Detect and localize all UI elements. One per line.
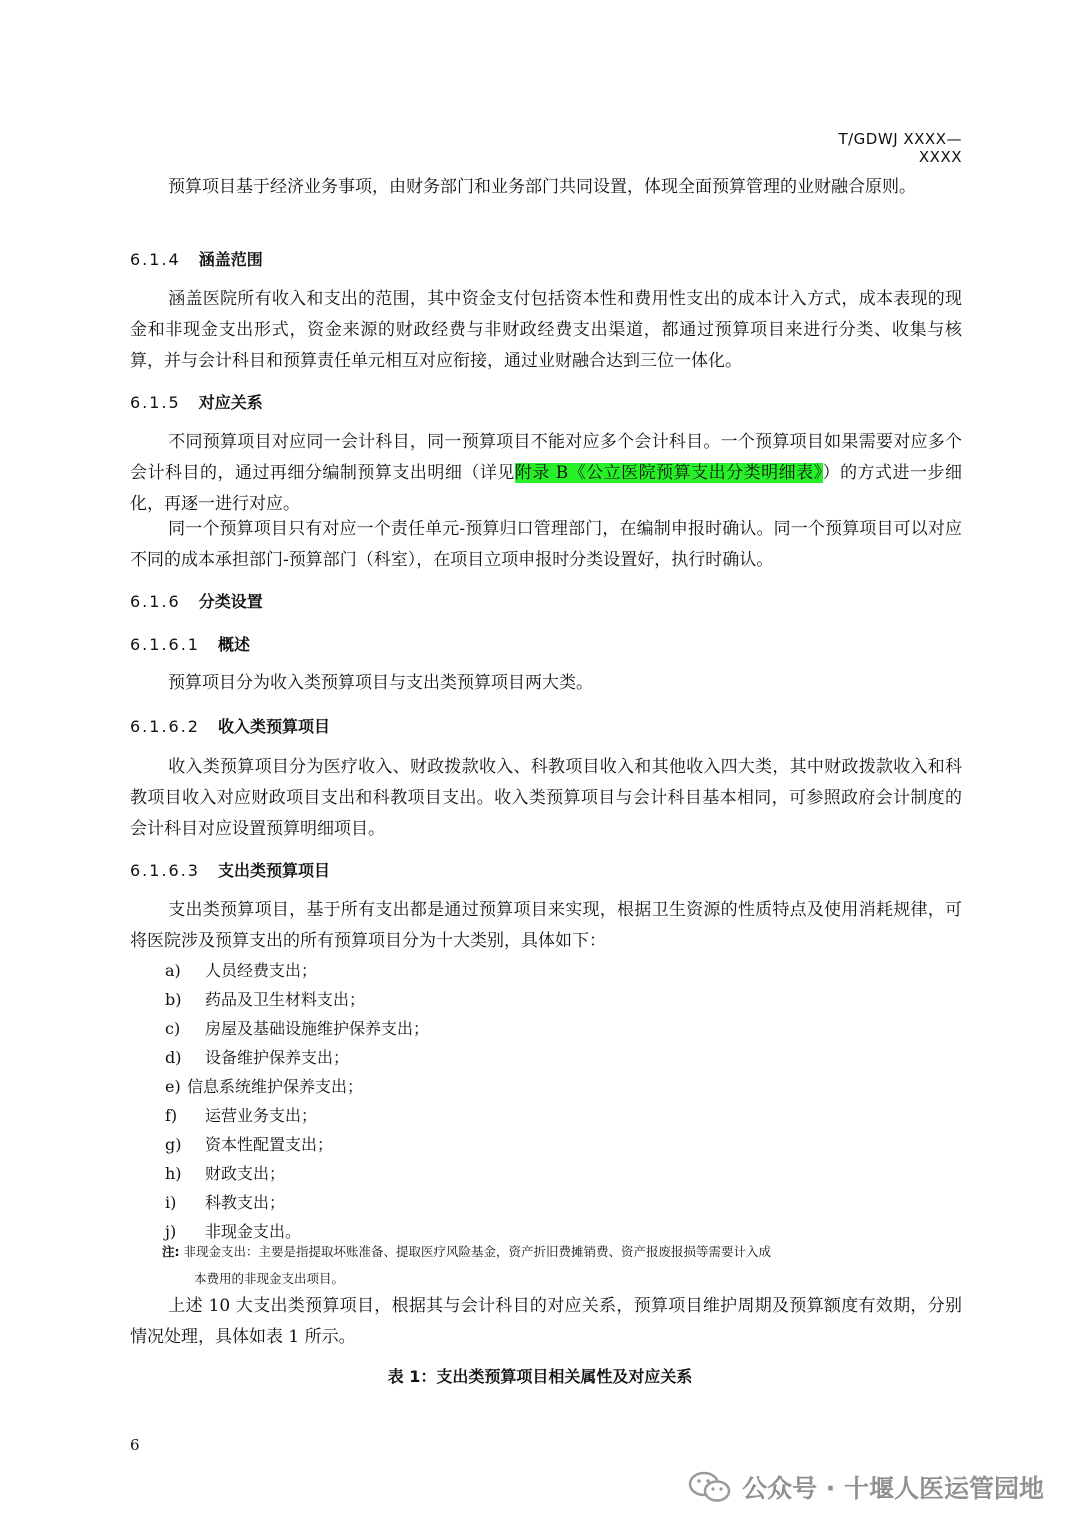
- section-title: 分类设置: [198, 592, 263, 611]
- page-number: 6: [130, 1436, 140, 1454]
- section-number: 6.1.6.2: [130, 717, 200, 736]
- paragraph-text: 预算项目分为收入类预算项目与支出类预算项目两大类。: [168, 673, 593, 693]
- paragraph-text: 支出类预算项目，基于所有支出都是通过预算项目来实现，根据卫生资源的性质特点及使用消耗规律，可将医院涉及预算支出的所有预算项目分为十大类别，具体如下：: [130, 900, 962, 951]
- list-marker: h): [165, 1164, 182, 1183]
- intro-paragraph: [130, 172, 962, 203]
- appendix-b-link[interactable]: 附录 B《公立医院预算支出分类明细表》: [514, 463, 823, 483]
- note-line-2: 本费用的非现金支出项目。: [194, 1271, 345, 1286]
- section-6-1-5-paragraph-2: [130, 514, 962, 576]
- note-label: 注:: [162, 1244, 180, 1259]
- section-6-1-6-1-paragraph: [130, 668, 962, 699]
- table-caption: 表 1：支出类预算项目相关属性及对应关系: [387, 1367, 693, 1386]
- section-number: 6.1.6.1: [130, 635, 200, 654]
- section-6-1-6-2-paragraph: [130, 752, 962, 845]
- list-item: [165, 1101, 429, 1130]
- section-6-1-6-2-heading: [130, 714, 330, 737]
- note-text: 非现金支出：主要是指提取坏账准备、提取医疗风险基金，资产折旧费摊销费、资产报废报损等需要计入成: [183, 1244, 771, 1259]
- list-item: [165, 985, 429, 1014]
- note-line-1: [162, 1238, 962, 1265]
- watermark-text: 公众号 · 十堰人医运管园地: [742, 1474, 1044, 1503]
- section-6-1-6-heading: [130, 589, 263, 612]
- list-item-text: 房屋及基础设施维护保养支出；: [205, 1019, 430, 1038]
- section-6-1-6-1-heading: [130, 632, 250, 655]
- section-6-1-5-heading: [130, 390, 263, 413]
- section-6-1-4-heading: [130, 247, 263, 270]
- expense-category-list: [165, 956, 429, 1246]
- list-item-text: 人员经费支出；: [205, 961, 318, 980]
- list-item: [165, 1159, 429, 1188]
- section-6-1-5-paragraph-1: [130, 427, 962, 520]
- list-item: [165, 1014, 429, 1043]
- section-6-1-6-3-heading: [130, 858, 330, 881]
- section-6-1-4-paragraph: [130, 284, 962, 377]
- list-marker: e): [165, 1077, 181, 1096]
- intro-text: 预算项目基于经济业务事项，由财务部门和业务部门共同设置，体现全面预算管理的业财融合原则。: [168, 177, 916, 197]
- section-title: 收入类预算项目: [217, 717, 330, 736]
- list-item-text: 非现金支出。: [205, 1222, 302, 1241]
- section-number: 6.1.6: [130, 592, 181, 611]
- section-title: 概述: [217, 635, 250, 654]
- section-number: 6.1.4: [130, 250, 181, 269]
- watermark: [688, 1467, 1044, 1507]
- list-item-text: 设备维护保养支出；: [205, 1048, 350, 1067]
- list-marker: j): [165, 1222, 177, 1241]
- section-title: 涵盖范围: [198, 250, 263, 269]
- section-number: 6.1.5: [130, 393, 181, 412]
- list-marker: b): [165, 990, 182, 1009]
- section-title: 对应关系: [198, 393, 263, 412]
- paragraph-text: 上述 10 大支出类预算项目，根据其与会计科目的对应关系，预算项目维护周期及预算额度有效期，分别情况处理，具体如表 1 所示。: [130, 1296, 962, 1347]
- paragraph-text: ）的方式进一步细化，再逐一进行对应。: [130, 463, 963, 514]
- paragraph-text: 不同预算项目对应同一会计科目，同一预算项目不能对应多个会计科目。一个预算项目如果需要对应多个会计科目的，通过再细分编制预算支出明细（详见: [130, 432, 962, 483]
- list-item: [165, 1188, 429, 1217]
- list-item-text: 信息系统维护保养支出；: [187, 1077, 364, 1096]
- paragraph-text: 收入类预算项目分为医疗收入、财政拨款收入、科教项目收入和其他收入四大类，其中财政拨款收入和科教项目收入对应财政项目支出和科教项目支出。收入类预算项目与会计科目基本相同，可参照政府会计制度的会计科目对应设置预算明细项目。: [130, 757, 962, 839]
- wechat-icon: [688, 1470, 732, 1504]
- list-item: [165, 1072, 429, 1101]
- note-block: [162, 1238, 962, 1292]
- document-code: T/GDWJ XXXX—XXXX: [838, 130, 962, 166]
- section-6-1-6-3-paragraph: [130, 895, 962, 957]
- list-marker: g): [165, 1135, 182, 1154]
- list-item-text: 运营业务支出；: [205, 1106, 318, 1125]
- paragraph-text: 涵盖医院所有收入和支出的范围，其中资金支付包括资本性和费用性支出的成本计入方式，成本表现的现金和非现金支出形式，资金来源的财政经费与非财政经费支出渠道，都通过预算项目来进行分类、收集与核算，并与会计科目和预算责任单元相互对应衔接，通过业财融合达到三位一体化。: [130, 289, 962, 371]
- paragraph-text: 同一个预算项目只有对应一个责任单元-预算归口管理部门，在编制申报时确认。同一个预算项目可以对应不同的成本承担部门-预算部门（科室），在项目立项申报时分类设置好，执行时确认。: [130, 519, 962, 570]
- section-number: 6.1.6.3: [130, 861, 200, 880]
- list-marker: d): [165, 1048, 182, 1067]
- list-marker: a): [165, 961, 181, 980]
- list-item-text: 资本性配置支出；: [205, 1135, 334, 1154]
- list-item-text: 科教支出；: [205, 1193, 286, 1212]
- section-title: 支出类预算项目: [217, 861, 330, 880]
- list-marker: c): [165, 1019, 181, 1038]
- summary-paragraph: [130, 1291, 962, 1353]
- list-item: [165, 956, 429, 985]
- list-item-text: 药品及卫生材料支出；: [205, 990, 366, 1009]
- list-item: [165, 1130, 429, 1159]
- list-marker: f): [165, 1106, 178, 1125]
- list-item: [165, 1043, 429, 1072]
- list-item-text: 财政支出；: [205, 1164, 286, 1183]
- list-marker: i): [165, 1193, 177, 1212]
